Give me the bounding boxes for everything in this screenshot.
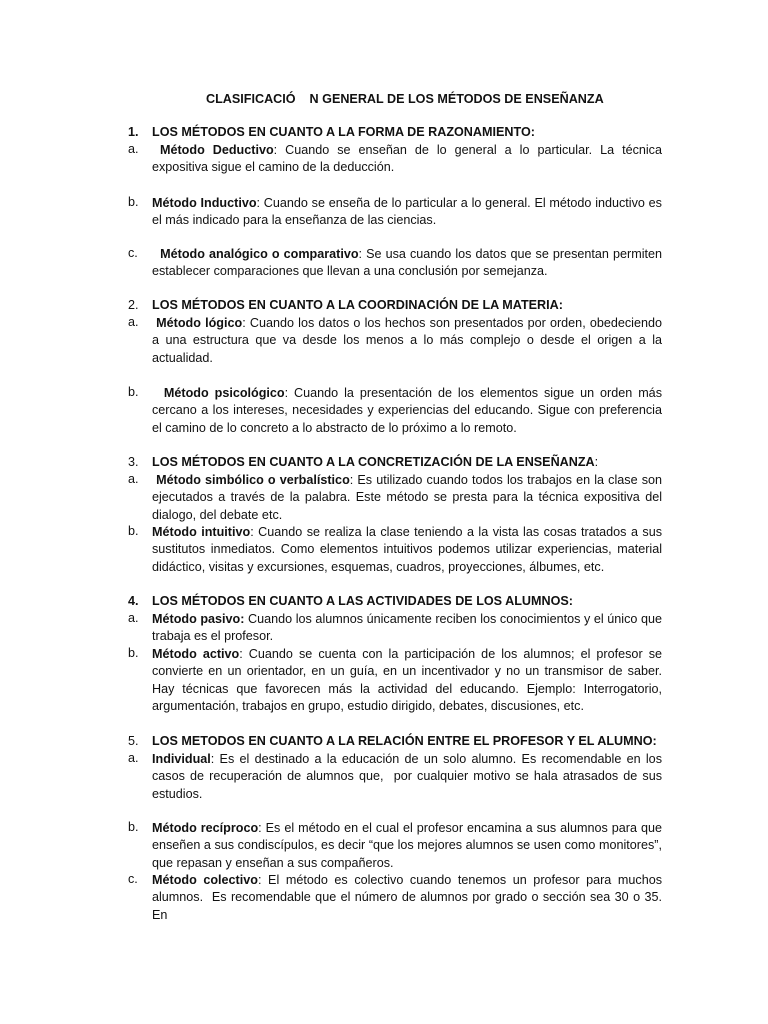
item-text: : Es el destinado a la educación de un solo alumno. Es recomendable en los casos de recuperación de alumnos que, por cualquier motivo se hala atrasados de sus estudios.: [152, 752, 666, 801]
list-item-4b: [128, 646, 662, 716]
item-marker: a.: [128, 472, 139, 486]
item-term: Método lógico: [152, 316, 243, 330]
item-term: Método pasivo:: [152, 612, 245, 626]
section-heading-3: [128, 455, 598, 469]
item-marker: a.: [128, 142, 139, 156]
list-item-1c: [128, 246, 662, 281]
item-term: Método intuitivo: [152, 525, 251, 539]
item-marker: a.: [128, 751, 139, 765]
list-item-5c: [128, 872, 666, 924]
item-text: : Cuando los datos o los hechos son presentados por orden, obedeciendo a una estructura que va desde los menos a lo más complejo o desde el origen a la actualidad.: [152, 316, 662, 365]
list-item-5b: [128, 820, 662, 872]
item-text: : Es el método en el cual el profesor encamina a sus alumnos para que enseñen a sus condiscípulos, es decir “que los mejores alumnos se usen como monitores”, que repasan y enseñan a sus compañeros.: [152, 821, 662, 870]
section-title: LOS MÉTODOS EN CUANTO A LA COORDINACIÓN DE LA MATERIA:: [152, 298, 563, 312]
list-item-2a: [128, 315, 662, 367]
item-marker: b.: [128, 646, 139, 660]
item-text: : Cuando la presentación de los elementos sigue un orden más cercano a los intereses, necesidades y experiencias del educando. Sigue con preferencia el camino de lo concreto a lo abstracto de lo próximo a lo remoto.: [152, 386, 662, 435]
section-title-suffix: :: [594, 455, 599, 469]
section-heading-5: [128, 734, 657, 748]
item-text: Cuando los alumnos únicamente reciben los conocimientos y el único que trabaja es el profesor.: [152, 612, 662, 644]
item-term: Método activo: [152, 647, 240, 661]
section-number: 3.: [128, 455, 139, 469]
item-text: : Cuando se enseña de lo particular a lo general. El método inductivo es el más indicado para la enseñanza de las ciencias.: [152, 196, 662, 228]
item-term: Método Deductivo: [152, 143, 274, 157]
item-term: Método psicológico: [152, 386, 285, 400]
list-item-4a: [128, 611, 662, 646]
section-heading-2: [128, 298, 563, 312]
section-title: LOS MÉTODOS EN CUANTO A LAS ACTIVIDADES DE LOS ALUMNOS:: [152, 594, 573, 608]
section-heading-1: [128, 125, 535, 139]
item-marker: b.: [128, 524, 139, 538]
list-item-5a: [128, 751, 666, 803]
item-text: : Se usa cuando los datos que se presentan permiten establecer comparaciones que llevan a una conclusión por semejanza.: [152, 247, 663, 279]
document-title: CLASIFICACIÓ N GENERAL DE LOS MÉTODOS DE ENSEÑANZA: [206, 92, 604, 106]
section-title: LOS MÉTODOS EN CUANTO A LA FORMA DE RAZONAMIENTO:: [152, 125, 535, 139]
list-item-1a: [128, 142, 662, 177]
item-term: Individual: [152, 752, 211, 766]
item-marker: a.: [128, 315, 139, 329]
item-marker: a.: [128, 611, 139, 625]
item-term: Método Inductivo: [152, 196, 257, 210]
item-term: Método recíproco: [152, 821, 259, 835]
item-marker: b.: [128, 820, 139, 834]
section-number: 5.: [128, 734, 139, 748]
section-number: 4.: [128, 594, 139, 608]
item-text: : El método es colectivo cuando tenemos un profesor para muchos alumnos. Es recomendable que el número de alumnos por grado o sección sea 30 o 35. En: [152, 873, 666, 922]
section-title: LOS METODOS EN CUANTO A LA RELACIÓN ENTRE EL PROFESOR Y EL ALUMNO:: [152, 734, 657, 748]
section-heading-4: [128, 594, 573, 608]
section-number: 2.: [128, 298, 139, 312]
section-number: 1.: [128, 125, 139, 139]
item-text: : Cuando se realiza la clase teniendo a la vista las cosas tratados a sus sustitutos inmediatos. Como elementos intuitivos podemos utilizar experiencias, material didáctico, visitas y excursiones, esquemas, cuadros, proyecciones, álbumes, etc.: [152, 525, 663, 574]
list-item-3b: [128, 524, 662, 576]
item-text: : Cuando se enseñan de lo general a lo particular. La técnica expositiva sigue el camino de la deducción.: [152, 143, 662, 175]
item-marker: c.: [128, 872, 138, 886]
item-marker: b.: [128, 195, 139, 209]
item-marker: c.: [128, 246, 138, 260]
list-item-2b: [128, 385, 662, 437]
item-text: : Cuando se cuenta con la participación de los alumnos; el profesor se convierte en un orientador, en un guía, en un incentivador y no un transmisor de saber. Hay técnicas que favorecen más la actividad del educando. Ejemplo: Interrogatorio, argumentación, trabajos en grupo, estudio dirigido, debates, discusiones, etc.: [152, 647, 662, 714]
item-term: Método simbólico o verbalístico: [152, 473, 350, 487]
item-term: Método colectivo: [152, 873, 258, 887]
list-item-1b: [128, 195, 662, 230]
item-term: Método analógico o comparativo: [152, 247, 359, 261]
section-title: LOS MÉTODOS EN CUANTO A LA CONCRETIZACIÓN DE LA ENSEÑANZA: [152, 455, 595, 469]
item-marker: b.: [128, 385, 139, 399]
item-text: : Es utilizado cuando todos los trabajos en la clase son ejecutados a través de la palabra. Este método se presta para la técnica expositiva del dialogo, del debate etc.: [152, 473, 663, 522]
list-item-3a: [128, 472, 662, 524]
